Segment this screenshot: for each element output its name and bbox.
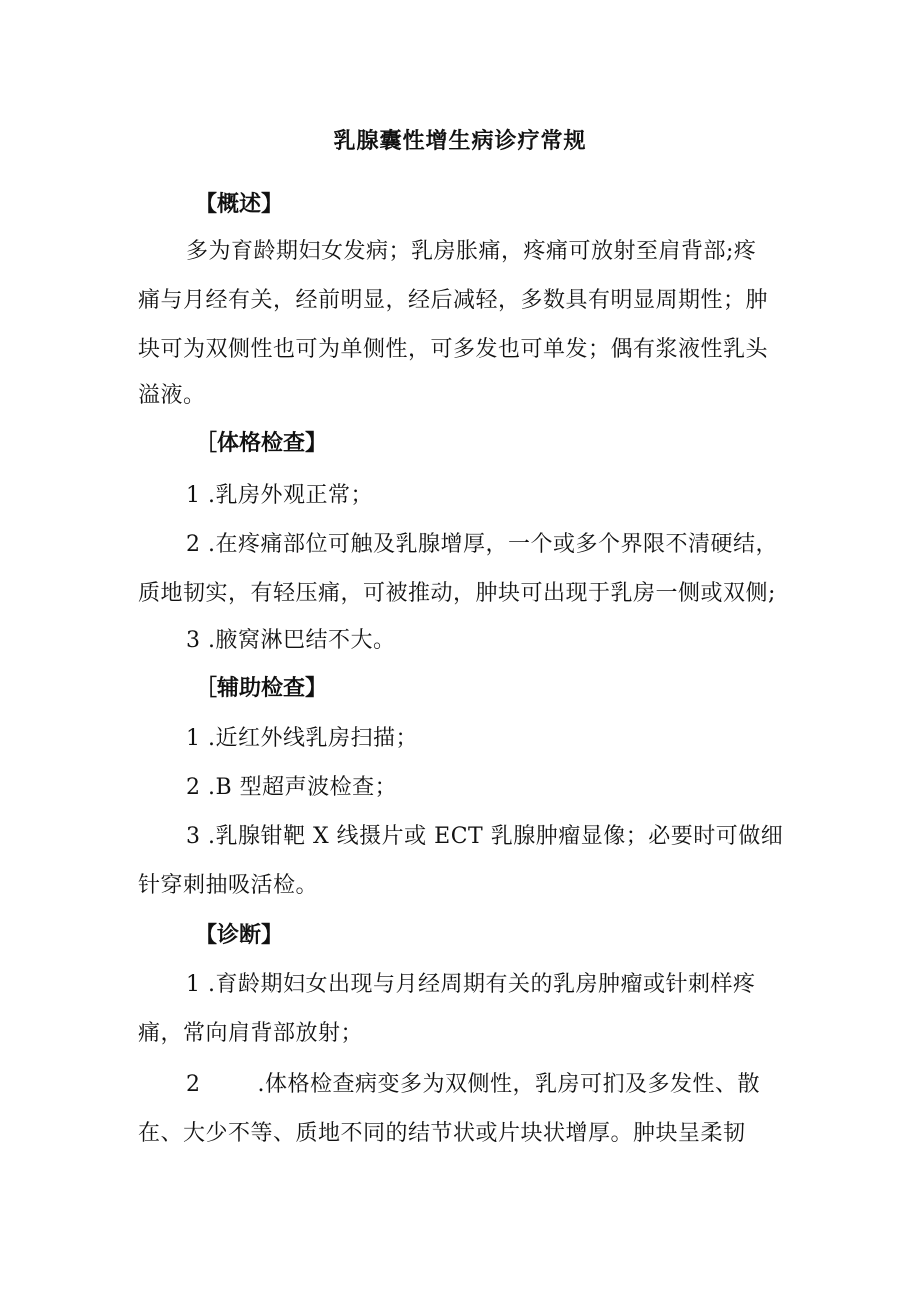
physical-exam-item-2-cont: 质地韧实，有轻压痛，可被推动，肿块可出现于乳房一侧或双侧; — [138, 581, 776, 606]
diagnosis-item-1-cont: 痛，常向肩背部放射； — [138, 1021, 364, 1046]
item-text: .乳房外观正常； — [208, 483, 373, 508]
item-number: 2 — [186, 532, 201, 557]
item-text: .腋窝淋巴结不大。 — [208, 628, 396, 653]
auxiliary-exam-item-3-cont: 针穿刺抽吸活检。 — [138, 873, 319, 898]
section-heading-auxiliary-exam: ［辅助检查】 — [195, 676, 328, 701]
physical-exam-item-3 — [186, 623, 396, 654]
item-number: 3 — [186, 628, 201, 653]
item-text: .体格检查病变多为双侧性，乳房可扪及多发性、散 — [257, 1072, 760, 1097]
physical-exam-item-1 — [186, 478, 373, 509]
diagnosis-item-1 — [186, 967, 756, 998]
item-text: .乳腺钳靶 X 线摄片或 ECT 乳腺肿瘤显像；必要时可做细 — [208, 824, 784, 849]
item-number: 1 — [186, 972, 201, 997]
section-heading-diagnosis: 【诊断】 — [195, 923, 284, 948]
overview-line-4: 溢液。 — [138, 383, 206, 408]
item-text: .B 型超声波检查； — [208, 775, 398, 800]
overview-line-2: 痛与月经有关，经前明显，经后减轻，多数具有明显周期性；肿 — [138, 288, 769, 313]
item-number: 2 — [186, 775, 201, 800]
item-number: 1 — [186, 726, 201, 751]
overview-line-3: 块可为双侧性也可为单侧性，可多发也可单发；偶有浆液性乳头 — [138, 337, 769, 362]
physical-exam-item-2 — [186, 527, 778, 558]
diagnosis-item-2-cont: 在、大少不等、质地不同的结节状或片块状增厚。肿块呈柔韧 — [138, 1121, 746, 1146]
section-heading-overview: 【概述】 — [195, 192, 284, 217]
item-text: .育龄期妇女出现与月经周期有关的乳房肿瘤或针刺样疼 — [208, 972, 756, 997]
auxiliary-exam-item-2 — [186, 770, 397, 801]
diagnosis-item-2 — [186, 1067, 760, 1098]
item-number: 1 — [186, 483, 201, 508]
section-heading-physical-exam: ［体格检查】 — [195, 431, 328, 456]
item-number: 2 — [186, 1072, 201, 1097]
auxiliary-exam-item-1 — [186, 721, 418, 752]
overview-line-1: 多为育龄期妇女发病；乳房胀痛，疼痛可放射至肩背部;疼 — [186, 239, 757, 264]
document-title: 乳腺囊性增生病诊疗常规 — [333, 129, 587, 154]
item-text: .在疼痛部位可触及乳腺增厚，一个或多个界限不清硬结， — [208, 532, 778, 557]
item-text: .近红外线乳房扫描； — [208, 726, 418, 751]
item-number: 3 — [186, 824, 201, 849]
auxiliary-exam-item-3 — [186, 819, 783, 850]
